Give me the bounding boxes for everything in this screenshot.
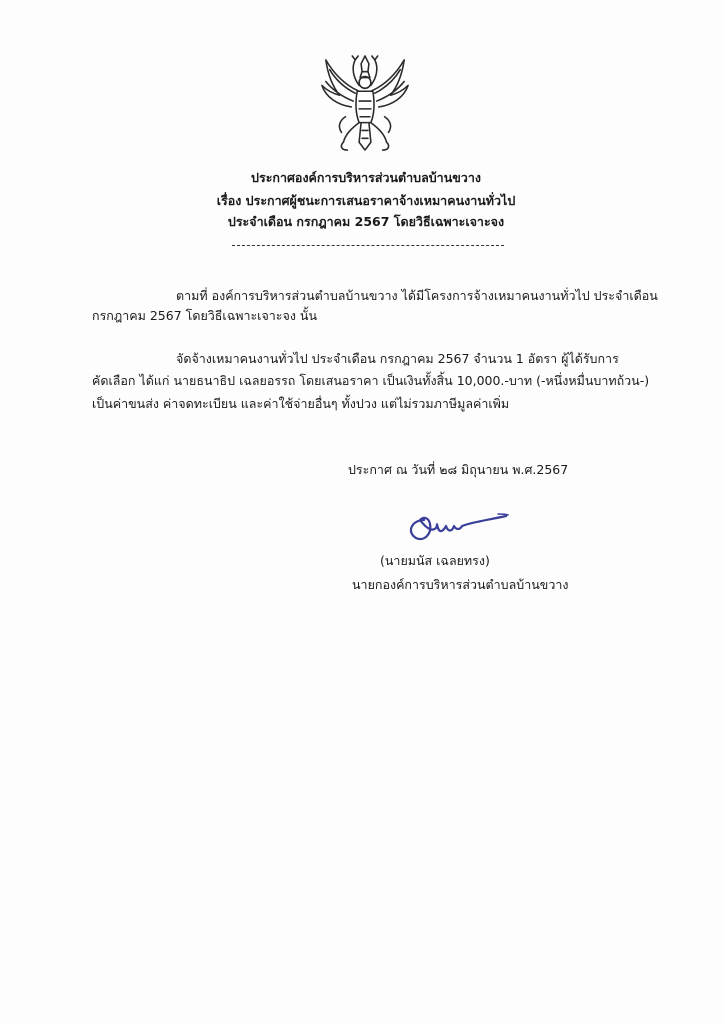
body-paragraph-1-line-2: กรกฎาคม 2567 โดยวิธีเฉพาะเจาะจง นั้น xyxy=(92,308,318,323)
handwritten-signature xyxy=(402,506,514,546)
body-paragraph-1-line-1: ตามที่ องค์การบริหารส่วนตำบลบ้านขวาง ได้มีโครงการจ้างเหมาคนงานทั่วไป ประจำเดือน xyxy=(176,288,658,303)
announcement-subject: เรื่อง ประกาศผู้ชนะการเสนอราคาจ้างเหมาคนงานทั่วไป xyxy=(216,193,516,208)
body-paragraph-2-line-1: จัดจ้างเหมาคนงานทั่วไป ประจำเดือน กรกฎาคม 2567 จำนวน 1 อัตรา ผู้ได้รับการ xyxy=(176,351,619,366)
announcement-date: ประกาศ ณ วันที่ ๒๘ มิถุนายน พ.ศ.2567 xyxy=(348,462,569,477)
signer-title: นายกองค์การบริหารส่วนตำบลบ้านขวาง xyxy=(352,577,569,592)
announcement-title: ประกาศองค์การบริหารส่วนตำบลบ้านขวาง xyxy=(251,170,481,185)
garuda-emblem-icon xyxy=(316,52,414,156)
body-paragraph-2-line-2: คัดเลือก ได้แก่ นายธนาธิป เฉลยอรรถ โดยเสนอราคา เป็นเงินทั้งสิ้น 10,000.-บาท (-หนึ่งหมื่นบาทถ้วน-) xyxy=(92,373,650,388)
title-divider xyxy=(232,245,504,246)
body-paragraph-2-line-3: เป็นค่าขนส่ง ค่าจดทะเบียน และค่าใช้จ่ายอื่นๆ ทั้งปวง แต่ไม่รวมภาษีมูลค่าเพิ่ม xyxy=(92,396,510,411)
signer-name: (นายมนัส เฉลยทรง) xyxy=(380,553,490,568)
announcement-period: ประจำเดือน กรกฎาคม 2567 โดยวิธีเฉพาะเจาะจง xyxy=(227,214,505,229)
